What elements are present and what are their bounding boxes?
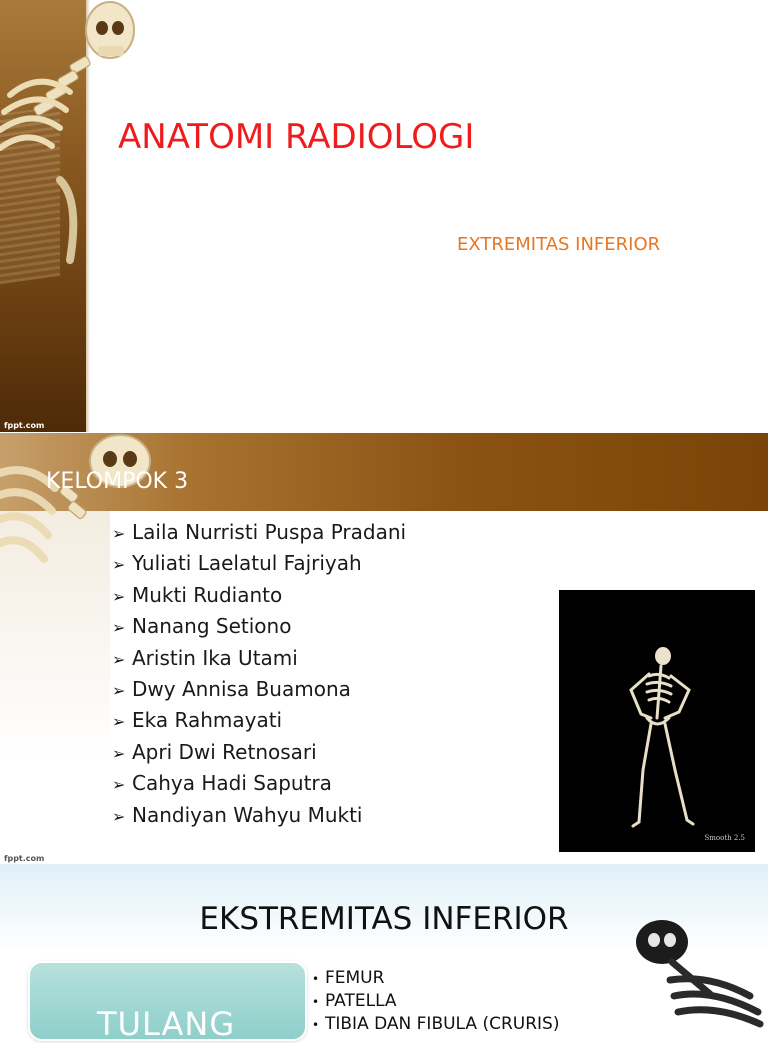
- list-item: [112, 517, 406, 548]
- list-item: [112, 611, 406, 642]
- arrow-bullet-icon: ➢: [112, 775, 126, 795]
- list-item: [112, 548, 406, 579]
- member-name: Nanang Setiono: [132, 614, 292, 639]
- list-item: [112, 643, 406, 674]
- member-name: Cahya Hadi Saputra: [132, 771, 332, 796]
- member-name: Yuliati Laelatul Fajriyah: [132, 551, 362, 576]
- member-name: Dwy Annisa Buamona: [132, 676, 351, 701]
- list-item: [112, 674, 406, 705]
- list-item: [112, 580, 406, 611]
- member-list: [112, 517, 406, 831]
- member-name: Apri Dwi Retnosari: [132, 739, 317, 764]
- watermark-text: fppt.com: [4, 421, 45, 430]
- member-name: Nandiyan Wahyu Mukti: [132, 802, 363, 827]
- bone-name: TIBIA DAN FIBULA (CRURIS): [325, 1014, 560, 1034]
- photo-caption: Smooth 2.5: [704, 834, 745, 842]
- dot-bullet-icon: •: [312, 995, 320, 1009]
- arrow-bullet-icon: ➢: [112, 806, 126, 826]
- arrow-bullet-icon: ➢: [112, 524, 126, 543]
- arrow-bullet-icon: ➢: [112, 555, 126, 575]
- bone-name: PATELLA: [325, 991, 397, 1011]
- tulang-box: [28, 961, 307, 1041]
- watermark-text: fppt.com: [4, 854, 45, 863]
- presentation-subtitle: EXTREMITAS INFERIOR: [457, 234, 661, 255]
- arrow-bullet-icon: ➢: [112, 586, 126, 606]
- arrow-bullet-icon: ➢: [112, 618, 126, 638]
- group-heading: KELOMPOK 3: [46, 469, 189, 494]
- title-slide: [0, 0, 768, 432]
- list-item: [112, 800, 406, 831]
- bone-list: [312, 967, 559, 1036]
- member-name: Laila Nurristi Puspa Pradani: [132, 520, 407, 544]
- group-members-slide: [0, 433, 768, 863]
- member-name: Eka Rahmayati: [132, 708, 283, 733]
- member-name: Mukti Rudianto: [132, 582, 283, 607]
- arrow-bullet-icon: ➢: [112, 680, 126, 700]
- skeleton-figure-icon: [559, 590, 755, 852]
- list-item: [112, 705, 406, 736]
- arrow-bullet-icon: ➢: [112, 743, 126, 763]
- list-item: [312, 1013, 559, 1036]
- list-item: [312, 990, 559, 1013]
- member-name: Aristin Ika Utami: [132, 645, 298, 670]
- list-item: [112, 768, 406, 799]
- slide-title: EKSTREMITAS INFERIOR: [199, 901, 569, 937]
- bone-name: FEMUR: [325, 968, 385, 988]
- dot-bullet-icon: •: [312, 972, 320, 986]
- arrow-bullet-icon: ➢: [112, 712, 126, 732]
- tulang-label: TULANG: [97, 1005, 236, 1043]
- presentation-title: ANATOMI RADIOLOGI: [118, 117, 475, 157]
- skeleton-photo: [559, 590, 755, 852]
- topic-slide: [0, 864, 768, 1043]
- arrow-bullet-icon: ➢: [112, 649, 126, 669]
- list-item: [312, 967, 559, 990]
- dot-bullet-icon: •: [312, 1018, 320, 1032]
- list-item: [112, 737, 406, 768]
